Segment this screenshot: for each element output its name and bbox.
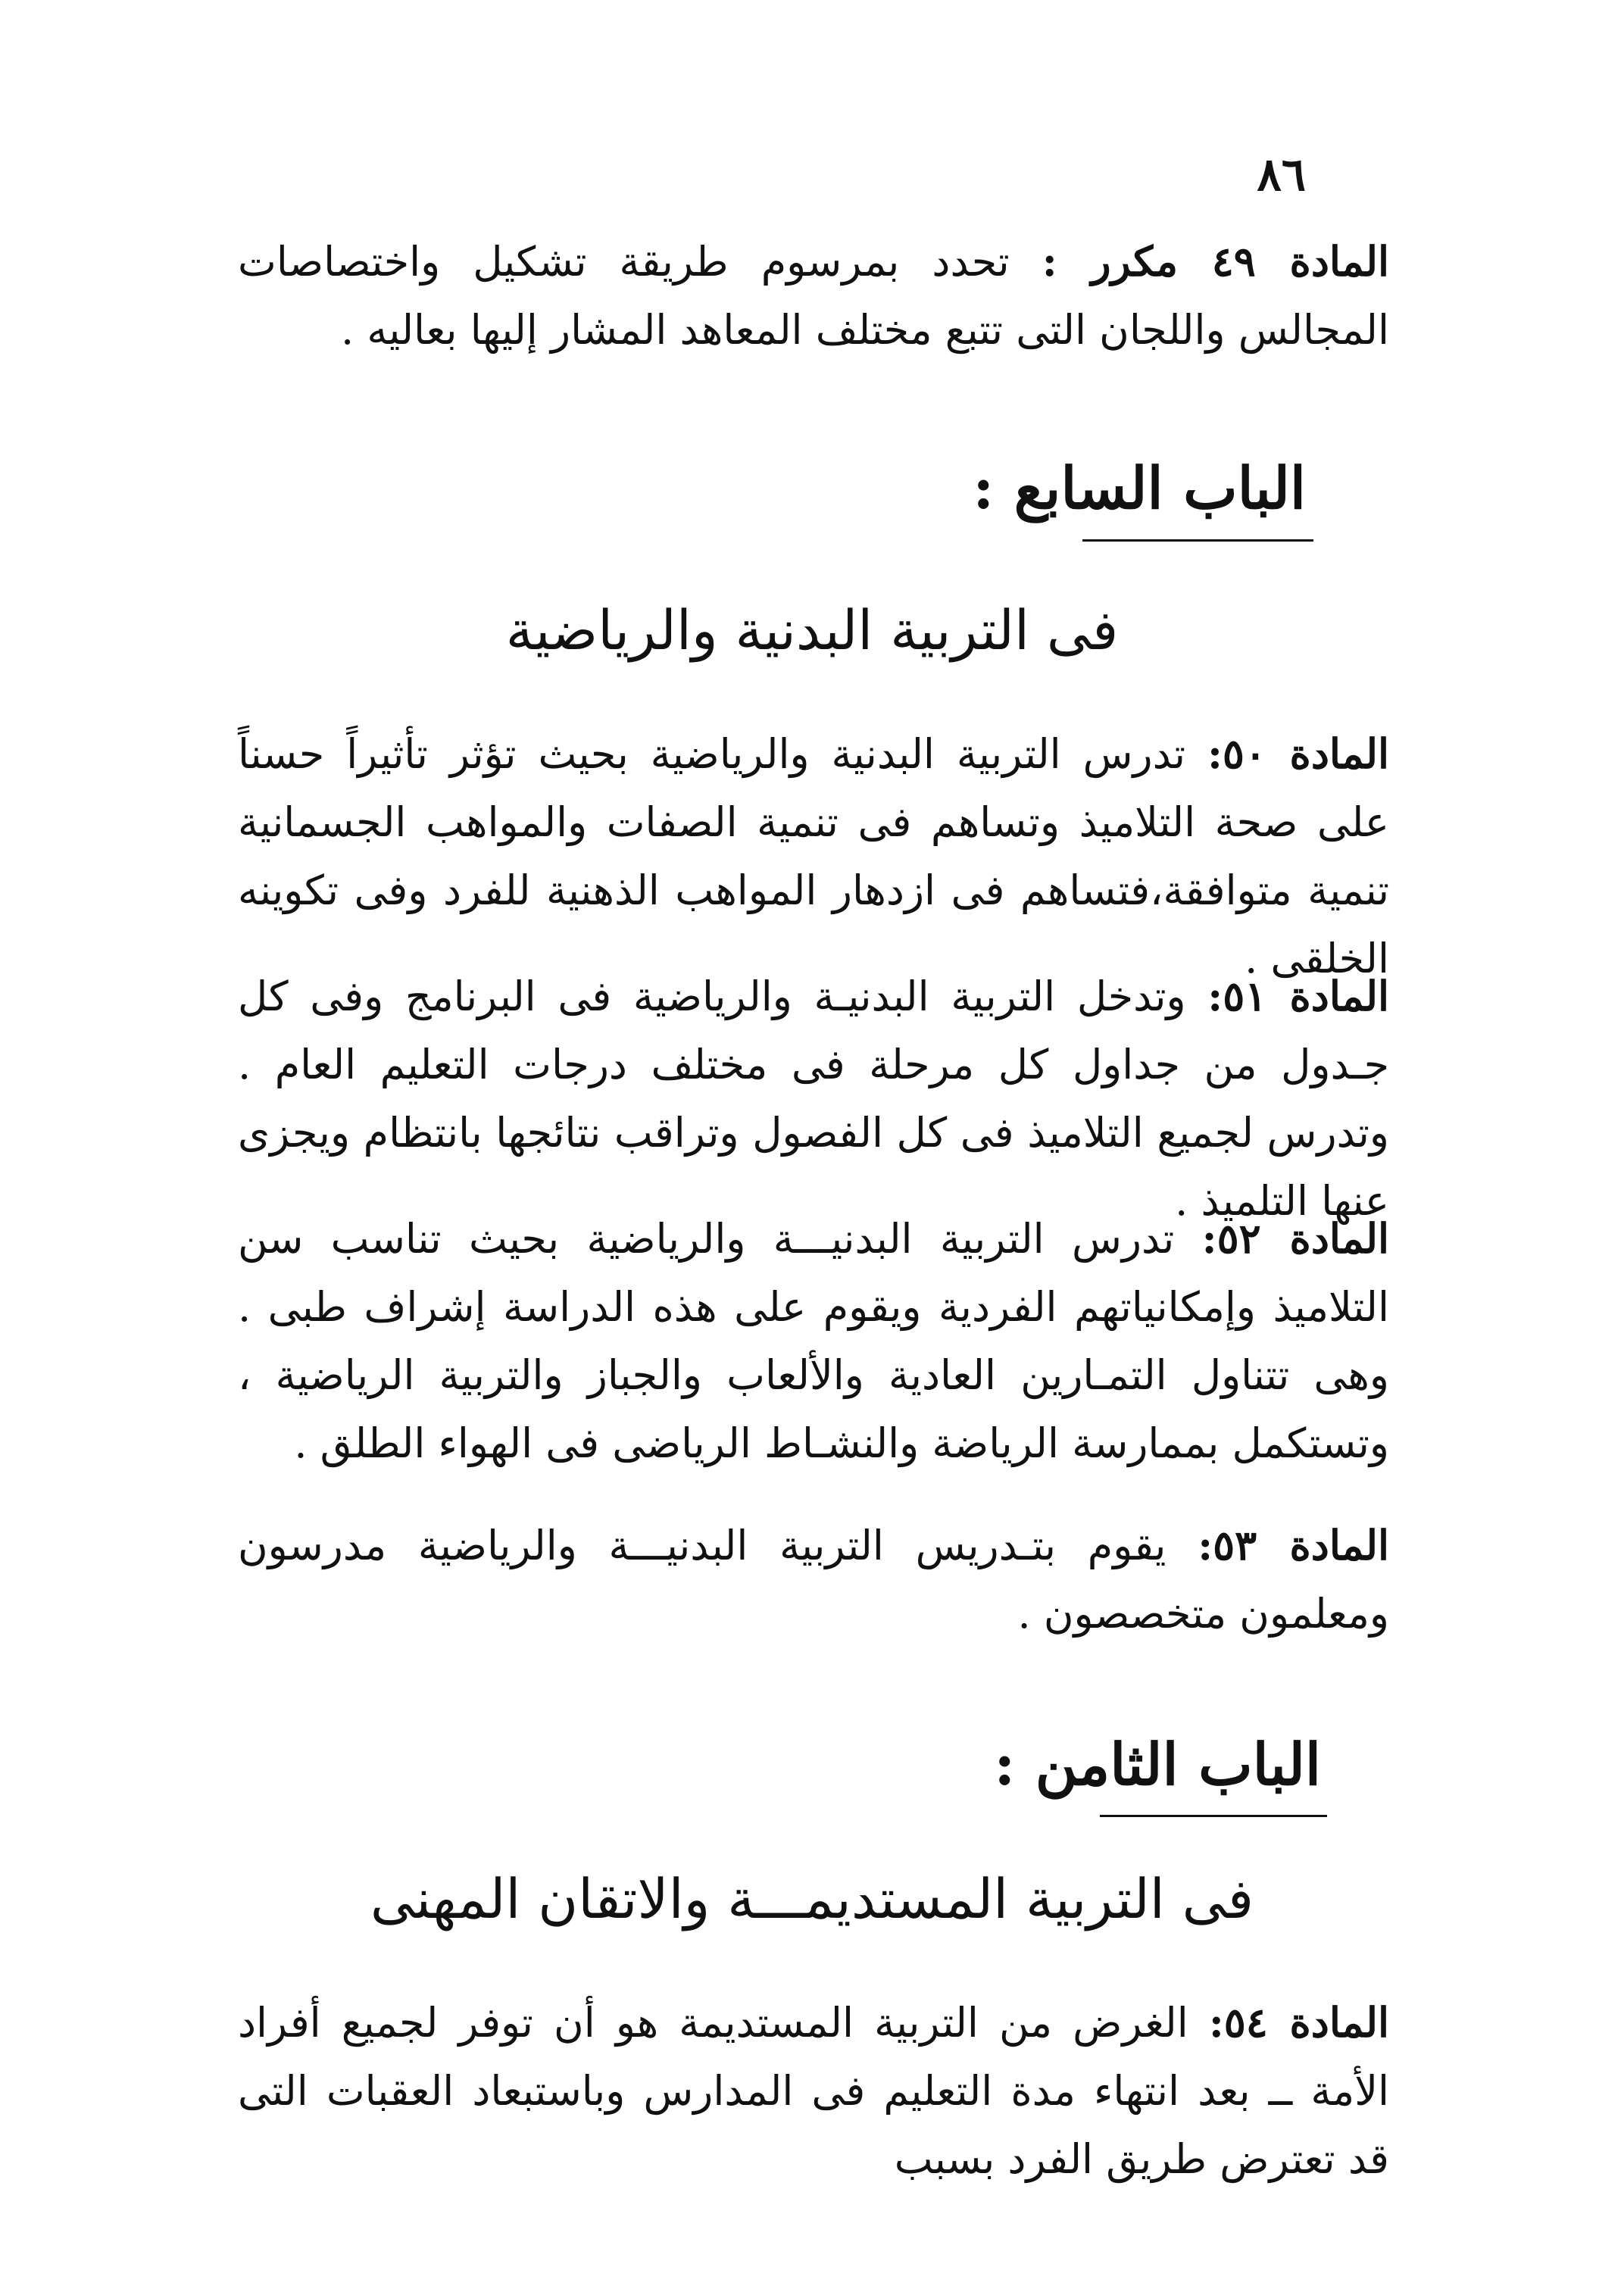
chapter-7-title: فى التربية البدنية والرياضية [505,598,1119,662]
article-label: المادة ٤٩ مكرر : [1042,237,1389,286]
article-label: المادة ٥١: [1207,972,1389,1020]
chapter-7-heading: الباب السابع : [973,454,1306,522]
article-50 [238,720,1389,993]
article-53 [238,1511,1389,1648]
chapter-8-heading: الباب الثامن : [994,1731,1321,1798]
article-54 [238,1988,1389,2194]
article-label: المادة ٥٤: [1208,1998,1389,2047]
page-number: ٨٦ [1257,148,1306,201]
article-text: الغرض من التربية المستديمة هو أن توفر لجميع أفراد الأمة ــ بعد انتهاء مدة التعليم فى المدارس وباستبعاد العقبات التى قد تعترض طريق الفرد بسبب [238,1999,1389,2183]
article-51 [238,962,1389,1235]
article-text: تحدد بمرسوم طريقة تشكيل واختصاصات المجالس واللجان التى تتبع مختلف المعاهد المشار إليها بعاليه . [238,238,1389,354]
article-text: يقوم بتـدريس التربية البدنيـــة والرياضية مدرسون ومعلمون متخصصون . [238,1522,1389,1638]
article-label: المادة ٥٢: [1201,1214,1389,1263]
chapter-7-underline [1082,539,1313,542]
article-text: تدرس التربية البدنية والرياضية بحيث تؤثر تأثيراً حسناً على صحة التلاميذ وتساهم فى تنمية الصفات والمواهب الجسمانية تنمية متوافقة،فتساهم فى ازدهار المواهب الذهنية للفرد وفى تكوينه الخلقى . [238,730,1389,982]
article-label: المادة ٥٣: [1198,1521,1389,1569]
article-text: وتدخل التربية البدنيـة والرياضية فى البرنامج وفى كل جـدول من جداول كل مرحلة فى مختلف درجات التعليم العام . وتدرس لجميع التلاميذ فى كل الفصول وتراقب نتائجها بانتظام ويجزى عنها التلميذ . [238,973,1389,1225]
article-label: المادة ٥٠: [1207,729,1389,778]
chapter-8-underline [1100,1815,1327,1817]
article-text: تدرس التربية البدنيـــة والرياضية بحيث تناسب سن التلاميذ وإمكانياتهم الفردية ويقوم على هذه الدراسة إشراف طبى . وهى تتناول التمـارين العادية والألعاب والجباز والتربية الرياضية ، وتستكمل بممارسة الرياضة والنشـاط الرياضى فى الهواء الطلق . [238,1215,1389,1467]
article-52 [238,1204,1389,1478]
chapter-8-title: فى التربية المستديمـــة والاتقان المهنى [370,1867,1254,1931]
article-49bis [238,227,1389,364]
